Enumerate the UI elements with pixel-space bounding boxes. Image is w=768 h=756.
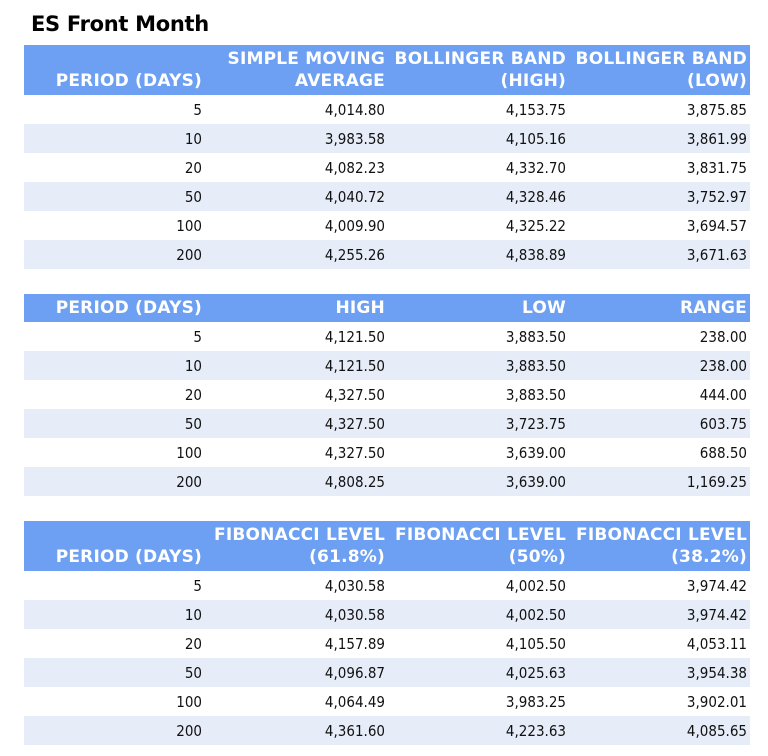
cell-value: 3,875.85	[686, 100, 747, 119]
cell-value: 3,752.97	[686, 187, 747, 206]
table-row	[24, 380, 750, 409]
cell-period: 10	[184, 129, 202, 148]
cell-value: 3,831.75	[686, 158, 747, 177]
cell-value: 4,009.90	[324, 216, 385, 235]
cell-value: 4,002.50	[505, 576, 566, 595]
cell-value: 3,902.01	[686, 692, 747, 711]
table-row	[24, 716, 750, 745]
header-period: PERIOD (DAYS)	[55, 298, 202, 318]
cell-period: 20	[184, 634, 202, 653]
cell-period: 50	[184, 414, 202, 433]
fibonacci-table	[24, 521, 750, 745]
cell-period: 100	[176, 692, 202, 711]
cell-value: 1,169.25	[686, 472, 747, 491]
cell-period: 100	[176, 216, 202, 235]
cell-value: 4,030.58	[324, 576, 385, 595]
cell-value: 4,002.50	[505, 605, 566, 624]
cell-value: 4,105.16	[505, 129, 566, 148]
cell-period: 200	[176, 245, 202, 264]
cell-value: 4,085.65	[686, 721, 747, 740]
cell-value: 4,105.50	[505, 634, 566, 653]
table-row	[24, 322, 750, 351]
table-row	[24, 240, 750, 269]
table-header	[24, 45, 750, 95]
header-range: RANGE	[679, 298, 747, 318]
header-sma: SIMPLE MOVING AVERAGE	[227, 49, 385, 91]
cell-period: 20	[184, 158, 202, 177]
header-low: LOW	[521, 298, 566, 318]
cell-value: 4,053.11	[686, 634, 747, 653]
table-row	[24, 658, 750, 687]
cell-value: 4,014.80	[324, 100, 385, 119]
cell-value: 3,983.58	[324, 129, 385, 148]
cell-period: 5	[193, 100, 202, 119]
cell-value: 4,325.22	[505, 216, 566, 235]
cell-period: 10	[184, 356, 202, 375]
high-low-range-table	[24, 294, 750, 496]
cell-value: 444.00	[699, 385, 747, 404]
cell-value: 4,838.89	[505, 245, 566, 264]
cell-value: 4,327.50	[324, 443, 385, 462]
cell-period: 50	[184, 187, 202, 206]
header-high: HIGH	[335, 298, 385, 318]
cell-value: 3,639.00	[505, 472, 566, 491]
cell-value: 3,883.50	[505, 327, 566, 346]
table-row	[24, 687, 750, 716]
cell-value: 4,223.63	[505, 721, 566, 740]
moving-average-table	[24, 45, 750, 269]
cell-value: 3,954.38	[686, 663, 747, 682]
table-row	[24, 211, 750, 240]
cell-value: 3,974.42	[686, 576, 747, 595]
cell-value: 4,121.50	[324, 327, 385, 346]
cell-value: 3,639.00	[505, 443, 566, 462]
page-title: ES Front Month	[31, 12, 209, 36]
cell-value: 4,082.23	[324, 158, 385, 177]
cell-value: 3,723.75	[505, 414, 566, 433]
cell-value: 688.50	[699, 443, 747, 462]
cell-value: 3,861.99	[686, 129, 747, 148]
cell-period: 20	[184, 385, 202, 404]
cell-value: 4,328.46	[505, 187, 566, 206]
cell-period: 5	[193, 327, 202, 346]
table-row	[24, 467, 750, 496]
cell-period: 100	[176, 443, 202, 462]
cell-value: 4,327.50	[324, 414, 385, 433]
cell-value: 4,040.72	[324, 187, 385, 206]
cell-value: 3,974.42	[686, 605, 747, 624]
cell-value: 4,332.70	[505, 158, 566, 177]
table-row	[24, 600, 750, 629]
header-fib-50: FIBONACCI LEVEL (50%)	[395, 525, 566, 567]
cell-value: 3,671.63	[686, 245, 747, 264]
cell-value: 3,883.50	[505, 356, 566, 375]
header-period: PERIOD (DAYS)	[55, 71, 202, 91]
cell-value: 4,096.87	[324, 663, 385, 682]
cell-value: 3,694.57	[686, 216, 747, 235]
cell-value: 4,121.50	[324, 356, 385, 375]
table-header	[24, 294, 750, 322]
table-row	[24, 438, 750, 467]
cell-value: 4,808.25	[324, 472, 385, 491]
header-bollinger-low: BOLLINGER BAND (LOW)	[575, 49, 747, 91]
cell-value: 3,983.25	[505, 692, 566, 711]
cell-value: 4,327.50	[324, 385, 385, 404]
cell-period: 10	[184, 605, 202, 624]
cell-value: 4,030.58	[324, 605, 385, 624]
header-fib-618: FIBONACCI LEVEL (61.8%)	[214, 525, 385, 567]
header-period: PERIOD (DAYS)	[55, 547, 202, 567]
table-row	[24, 351, 750, 380]
cell-period: 200	[176, 721, 202, 740]
table-row	[24, 95, 750, 124]
cell-period: 200	[176, 472, 202, 491]
cell-value: 238.00	[699, 327, 747, 346]
cell-value: 4,157.89	[324, 634, 385, 653]
table-row	[24, 629, 750, 658]
cell-value: 238.00	[699, 356, 747, 375]
cell-value: 4,255.26	[324, 245, 385, 264]
cell-period: 50	[184, 663, 202, 682]
cell-value: 4,153.75	[505, 100, 566, 119]
cell-value: 4,025.63	[505, 663, 566, 682]
cell-value: 603.75	[699, 414, 747, 433]
cell-period: 5	[193, 576, 202, 595]
table-row	[24, 571, 750, 600]
table-row	[24, 153, 750, 182]
header-fib-382: FIBONACCI LEVEL (38.2%)	[576, 525, 747, 567]
cell-value: 4,064.49	[324, 692, 385, 711]
table-header	[24, 521, 750, 571]
table-row	[24, 124, 750, 153]
table-row	[24, 182, 750, 211]
cell-value: 3,883.50	[505, 385, 566, 404]
table-row	[24, 409, 750, 438]
header-bollinger-high: BOLLINGER BAND (HIGH)	[394, 49, 566, 91]
cell-value: 4,361.60	[324, 721, 385, 740]
